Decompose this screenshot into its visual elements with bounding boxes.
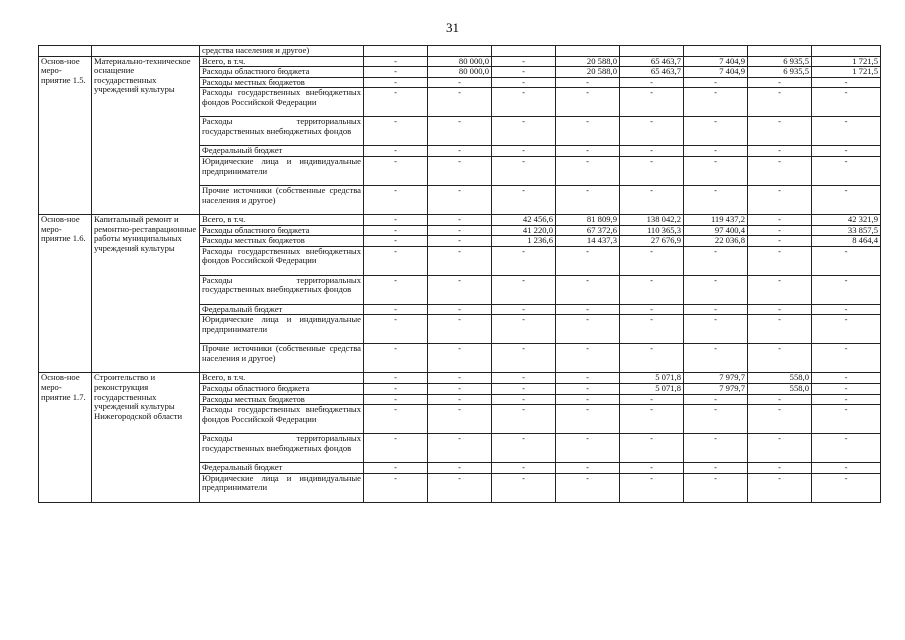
value-cell: - bbox=[492, 383, 556, 394]
value-cell: - bbox=[428, 275, 492, 304]
value-cell: - bbox=[812, 185, 881, 214]
value-cell: - bbox=[364, 67, 428, 78]
value-cell: - bbox=[364, 246, 428, 275]
value-cell: - bbox=[428, 373, 492, 384]
value-cell: - bbox=[428, 473, 492, 502]
value-cell: - bbox=[684, 405, 748, 434]
value-cell: - bbox=[556, 405, 620, 434]
value-cell: - bbox=[748, 434, 812, 463]
value-cell: - bbox=[556, 275, 620, 304]
value-cell: 1 721,5 bbox=[812, 56, 881, 67]
value-cell: - bbox=[812, 304, 881, 315]
value-cell: - bbox=[684, 344, 748, 373]
source-cell: Прочие источники (собственные средства населения и другое) bbox=[200, 185, 364, 214]
measure-cell: Основ-ное меро-приятие 1.5. bbox=[39, 56, 92, 214]
title-cell: Материально-техническое оснащение государственных учреждений культуры bbox=[92, 56, 200, 214]
value-cell: - bbox=[428, 117, 492, 146]
value-cell: 41 220,0 bbox=[492, 225, 556, 236]
value-cell: - bbox=[812, 77, 881, 88]
value-cell: - bbox=[620, 185, 684, 214]
value-cell: - bbox=[492, 185, 556, 214]
value-cell: - bbox=[492, 405, 556, 434]
value-cell: - bbox=[556, 88, 620, 117]
value-cell: - bbox=[492, 67, 556, 78]
value-cell: - bbox=[812, 463, 881, 474]
value-cell: 27 676,9 bbox=[620, 236, 684, 247]
value-cell: 7 404,9 bbox=[684, 56, 748, 67]
value-cell: - bbox=[812, 315, 881, 344]
value-cell: - bbox=[364, 275, 428, 304]
value-cell: - bbox=[748, 214, 812, 225]
title-cell: Строительство и реконструкция государственных учреждений культуры Нижегородской области bbox=[92, 373, 200, 502]
value-cell: - bbox=[428, 246, 492, 275]
value-cell: - bbox=[748, 117, 812, 146]
value-cell: - bbox=[620, 344, 684, 373]
value-cell: - bbox=[812, 275, 881, 304]
value-cell: - bbox=[684, 117, 748, 146]
value-cell: - bbox=[620, 394, 684, 405]
source-cell: Федеральный бюджет bbox=[200, 304, 364, 315]
value-cell: - bbox=[428, 383, 492, 394]
value-cell: - bbox=[812, 246, 881, 275]
value-cell: - bbox=[556, 146, 620, 157]
source-cell: Всего, в т.ч. bbox=[200, 214, 364, 225]
value-cell bbox=[364, 46, 428, 57]
value-cell: - bbox=[620, 246, 684, 275]
value-cell: - bbox=[684, 246, 748, 275]
value-cell: - bbox=[364, 236, 428, 247]
title-cell bbox=[92, 46, 200, 57]
value-cell: - bbox=[428, 304, 492, 315]
value-cell: - bbox=[364, 156, 428, 185]
value-cell: - bbox=[812, 405, 881, 434]
value-cell: - bbox=[492, 434, 556, 463]
value-cell: - bbox=[556, 185, 620, 214]
value-cell: 6 935,5 bbox=[748, 56, 812, 67]
value-cell: - bbox=[684, 315, 748, 344]
source-cell: Расходы государственных внебюджетных фондов Российской Федерации bbox=[200, 246, 364, 275]
value-cell: - bbox=[620, 146, 684, 157]
value-cell: - bbox=[684, 473, 748, 502]
value-cell: 138 042,2 bbox=[620, 214, 684, 225]
value-cell: - bbox=[556, 383, 620, 394]
value-cell: - bbox=[556, 315, 620, 344]
value-cell: - bbox=[492, 463, 556, 474]
value-cell: 22 036,8 bbox=[684, 236, 748, 247]
value-cell: 65 463,7 bbox=[620, 67, 684, 78]
source-cell: Всего, в т.ч. bbox=[200, 373, 364, 384]
source-cell: Расходы государственных внебюджетных фондов Российской Федерации bbox=[200, 88, 364, 117]
measure-cell: Основ-ное меро-приятие 1.7. bbox=[39, 373, 92, 502]
value-cell bbox=[620, 46, 684, 57]
value-cell: - bbox=[620, 275, 684, 304]
value-cell: - bbox=[812, 146, 881, 157]
value-cell: - bbox=[556, 77, 620, 88]
value-cell: - bbox=[364, 88, 428, 117]
value-cell: - bbox=[812, 383, 881, 394]
value-cell: 1 236,6 bbox=[492, 236, 556, 247]
source-cell: Расходы областного бюджета bbox=[200, 383, 364, 394]
value-cell: - bbox=[492, 394, 556, 405]
value-cell: - bbox=[428, 463, 492, 474]
value-cell: - bbox=[364, 214, 428, 225]
value-cell: 67 372,6 bbox=[556, 225, 620, 236]
value-cell: - bbox=[428, 88, 492, 117]
value-cell: - bbox=[364, 344, 428, 373]
value-cell: 42 321,9 bbox=[812, 214, 881, 225]
value-cell: - bbox=[556, 304, 620, 315]
value-cell: - bbox=[364, 146, 428, 157]
value-cell: - bbox=[620, 304, 684, 315]
value-cell: - bbox=[556, 373, 620, 384]
value-cell: - bbox=[684, 185, 748, 214]
value-cell: - bbox=[556, 473, 620, 502]
budget-table-body bbox=[39, 46, 881, 503]
value-cell: - bbox=[492, 344, 556, 373]
value-cell: 8 464,4 bbox=[812, 236, 881, 247]
source-cell: Расходы областного бюджета bbox=[200, 67, 364, 78]
source-cell: Расходы областного бюджета bbox=[200, 225, 364, 236]
source-cell: Всего, в т.ч. bbox=[200, 56, 364, 67]
value-cell: - bbox=[492, 275, 556, 304]
value-cell: - bbox=[620, 434, 684, 463]
source-cell: Юридические лица и индивидуальные предприниматели bbox=[200, 473, 364, 502]
value-cell: - bbox=[620, 405, 684, 434]
value-cell: - bbox=[492, 56, 556, 67]
value-cell: - bbox=[684, 88, 748, 117]
value-cell: - bbox=[492, 473, 556, 502]
value-cell: - bbox=[620, 156, 684, 185]
value-cell: - bbox=[556, 434, 620, 463]
value-cell: 20 588,0 bbox=[556, 67, 620, 78]
value-cell: - bbox=[428, 146, 492, 157]
source-cell: Федеральный бюджет bbox=[200, 146, 364, 157]
value-cell: - bbox=[428, 394, 492, 405]
value-cell bbox=[684, 46, 748, 57]
value-cell: - bbox=[428, 77, 492, 88]
value-cell: - bbox=[620, 473, 684, 502]
value-cell: - bbox=[748, 304, 812, 315]
value-cell: - bbox=[428, 185, 492, 214]
value-cell: - bbox=[364, 434, 428, 463]
value-cell: - bbox=[748, 315, 812, 344]
source-cell: Расходы государственных внебюджетных фондов Российской Федерации bbox=[200, 405, 364, 434]
value-cell: 7 979,7 bbox=[684, 373, 748, 384]
table-row bbox=[39, 56, 881, 67]
value-cell: - bbox=[684, 463, 748, 474]
continuation-row bbox=[39, 46, 881, 57]
value-cell: 33 857,5 bbox=[812, 225, 881, 236]
value-cell: - bbox=[364, 185, 428, 214]
value-cell: 6 935,5 bbox=[748, 67, 812, 78]
value-cell: - bbox=[364, 77, 428, 88]
value-cell: 80 000,0 bbox=[428, 56, 492, 67]
value-cell: 5 071,8 bbox=[620, 373, 684, 384]
value-cell: - bbox=[428, 405, 492, 434]
value-cell: - bbox=[556, 344, 620, 373]
value-cell: - bbox=[684, 275, 748, 304]
value-cell: - bbox=[364, 473, 428, 502]
value-cell: - bbox=[812, 344, 881, 373]
value-cell: - bbox=[364, 463, 428, 474]
source-cell: Расходы местных бюджетов bbox=[200, 77, 364, 88]
page-number: 31 bbox=[446, 20, 459, 35]
value-cell: - bbox=[748, 394, 812, 405]
value-cell: - bbox=[492, 246, 556, 275]
value-cell: - bbox=[492, 88, 556, 117]
value-cell: 119 437,2 bbox=[684, 214, 748, 225]
value-cell: - bbox=[492, 373, 556, 384]
value-cell: - bbox=[556, 463, 620, 474]
value-cell: - bbox=[748, 156, 812, 185]
value-cell: - bbox=[812, 373, 881, 384]
value-cell: - bbox=[748, 77, 812, 88]
source-cell: Расходы территориальных государственных внебюджетных фондов bbox=[200, 434, 364, 463]
value-cell: 80 000,0 bbox=[428, 67, 492, 78]
value-cell: 20 588,0 bbox=[556, 56, 620, 67]
value-cell: - bbox=[428, 315, 492, 344]
value-cell: 97 400,4 bbox=[684, 225, 748, 236]
value-cell: - bbox=[556, 394, 620, 405]
value-cell: - bbox=[748, 185, 812, 214]
value-cell: - bbox=[620, 88, 684, 117]
source-cell: Прочие источники (собственные средства населения и другое) bbox=[200, 344, 364, 373]
source-cell: средства населения и другое) bbox=[200, 46, 364, 57]
value-cell: - bbox=[684, 434, 748, 463]
value-cell: 1 721,5 bbox=[812, 67, 881, 78]
value-cell: - bbox=[684, 304, 748, 315]
value-cell: - bbox=[748, 473, 812, 502]
value-cell: - bbox=[428, 214, 492, 225]
value-cell: - bbox=[428, 434, 492, 463]
value-cell: - bbox=[492, 156, 556, 185]
source-cell: Расходы территориальных государственных внебюджетных фондов bbox=[200, 275, 364, 304]
value-cell: - bbox=[492, 315, 556, 344]
value-cell: - bbox=[748, 88, 812, 117]
value-cell: - bbox=[748, 225, 812, 236]
value-cell: - bbox=[364, 315, 428, 344]
measure-cell bbox=[39, 46, 92, 57]
value-cell: 7 979,7 bbox=[684, 383, 748, 394]
value-cell: - bbox=[428, 156, 492, 185]
value-cell: - bbox=[364, 383, 428, 394]
value-cell: - bbox=[428, 344, 492, 373]
value-cell bbox=[812, 46, 881, 57]
value-cell: - bbox=[556, 117, 620, 146]
value-cell: 81 809,9 bbox=[556, 214, 620, 225]
value-cell: - bbox=[748, 463, 812, 474]
value-cell: - bbox=[812, 473, 881, 502]
value-cell bbox=[428, 46, 492, 57]
value-cell: - bbox=[492, 77, 556, 88]
source-cell: Расходы местных бюджетов bbox=[200, 236, 364, 247]
title-cell: Капитальный ремонт и ремонтно-реставрационные работы муниципальных учреждений культуры bbox=[92, 214, 200, 372]
value-cell: - bbox=[748, 344, 812, 373]
measure-cell: Основ-ное меро-приятие 1.6. bbox=[39, 214, 92, 372]
source-cell: Юридические лица и индивидуальные предприниматели bbox=[200, 156, 364, 185]
value-cell: - bbox=[684, 156, 748, 185]
source-cell: Федеральный бюджет bbox=[200, 463, 364, 474]
table-row bbox=[39, 214, 881, 225]
value-cell: - bbox=[556, 246, 620, 275]
value-cell: 7 404,9 bbox=[684, 67, 748, 78]
value-cell: - bbox=[748, 405, 812, 434]
value-cell: - bbox=[364, 373, 428, 384]
value-cell: 65 463,7 bbox=[620, 56, 684, 67]
value-cell bbox=[492, 46, 556, 57]
value-cell: - bbox=[364, 394, 428, 405]
value-cell: - bbox=[428, 236, 492, 247]
value-cell: - bbox=[556, 156, 620, 185]
value-cell: 14 437,3 bbox=[556, 236, 620, 247]
value-cell: - bbox=[748, 246, 812, 275]
source-cell: Юридические лица и индивидуальные предприниматели bbox=[200, 315, 364, 344]
source-cell: Расходы территориальных государственных внебюджетных фондов bbox=[200, 117, 364, 146]
table-row bbox=[39, 373, 881, 384]
source-cell: Расходы местных бюджетов bbox=[200, 394, 364, 405]
value-cell bbox=[556, 46, 620, 57]
value-cell: 42 456,6 bbox=[492, 214, 556, 225]
value-cell: - bbox=[812, 117, 881, 146]
value-cell: - bbox=[364, 304, 428, 315]
value-cell: - bbox=[812, 434, 881, 463]
value-cell: - bbox=[812, 156, 881, 185]
value-cell: - bbox=[748, 146, 812, 157]
value-cell: - bbox=[620, 463, 684, 474]
value-cell: 5 071,8 bbox=[620, 383, 684, 394]
value-cell: - bbox=[428, 225, 492, 236]
value-cell: - bbox=[812, 88, 881, 117]
value-cell: - bbox=[492, 117, 556, 146]
value-cell: - bbox=[492, 146, 556, 157]
value-cell: - bbox=[748, 275, 812, 304]
value-cell: - bbox=[620, 315, 684, 344]
value-cell bbox=[748, 46, 812, 57]
value-cell: - bbox=[684, 77, 748, 88]
value-cell: 110 365,3 bbox=[620, 225, 684, 236]
value-cell: - bbox=[364, 56, 428, 67]
value-cell: - bbox=[364, 225, 428, 236]
value-cell: - bbox=[620, 117, 684, 146]
value-cell: - bbox=[492, 304, 556, 315]
value-cell: - bbox=[364, 405, 428, 434]
value-cell: - bbox=[684, 146, 748, 157]
budget-table bbox=[38, 45, 881, 503]
value-cell: 558,0 bbox=[748, 383, 812, 394]
value-cell: - bbox=[364, 117, 428, 146]
value-cell: - bbox=[748, 236, 812, 247]
value-cell: - bbox=[620, 77, 684, 88]
value-cell: - bbox=[812, 394, 881, 405]
value-cell: 558,0 bbox=[748, 373, 812, 384]
value-cell: - bbox=[684, 394, 748, 405]
